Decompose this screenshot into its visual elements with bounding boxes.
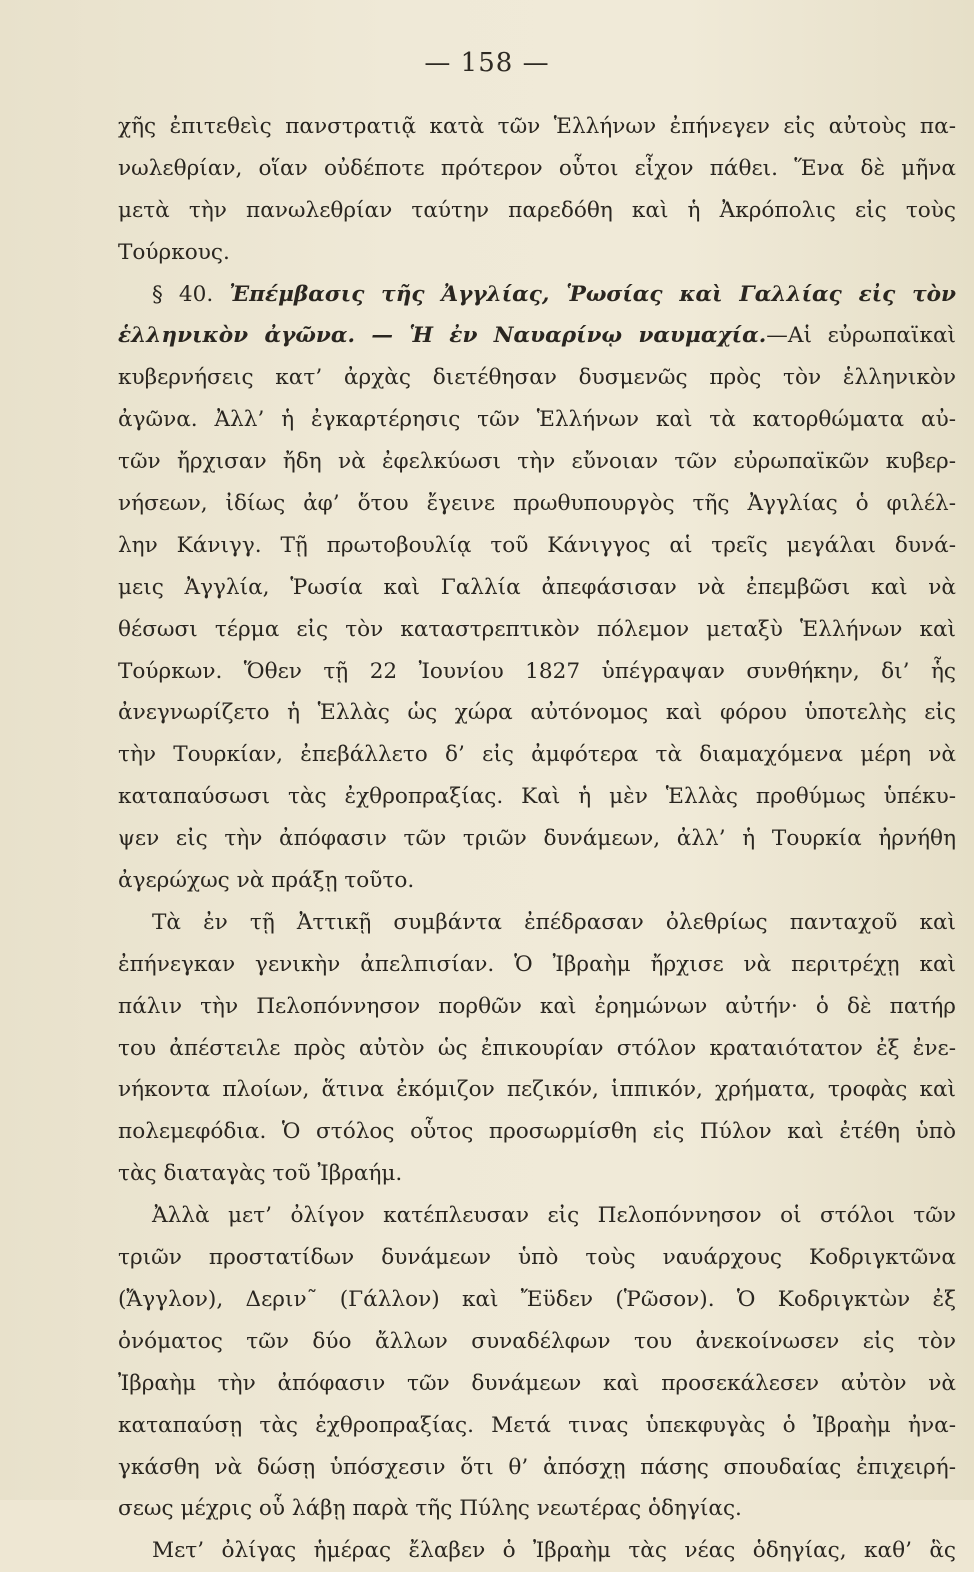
text-line: πάλιν τὴν Πελοπόννησον πορθῶν καὶ ἐρημώνων αὐτήν· ὁ δὲ πατήρ [118, 993, 956, 1019]
text-line: γκάσθη νὰ δώσῃ ὑπόσχεσιν ὅτι θ’ ἀπόσχῃ πάσης σπουδαίας ἐπιχειρή- [118, 1454, 956, 1480]
text-line: πολεμεφόδια. Ὁ στόλος οὗτος προσωρμίσθη εἰς Πύλον καὶ ἐτέθη ὑπὸ [118, 1119, 956, 1145]
text-line: Ἰβραὴμ τὴν ἀπόφασιν τῶν δυνάμεων καὶ προσεκάλεσεν αὐτὸν νὰ [118, 1370, 956, 1396]
text-line: Τούρκους. [118, 239, 230, 265]
line-text: —Αἱ εὐρωπαϊκαὶ [766, 323, 957, 349]
text-line: νήκοντα πλοίων, ἅτινα ἐκόμιζον πεζικόν, ἱππικόν, χρήματα, τροφὰς καὶ [118, 1077, 956, 1103]
page-number: — 158 — [424, 48, 550, 78]
body-text [118, 106, 956, 1572]
text-line: Τὰ ἐν τῇ Ἀττικῇ συμβάντα ἐπέδρασαν ὀλεθρίως πανταχοῦ καὶ [152, 909, 956, 935]
text-line: (Ἄγγλον), Δεριν῀ (Γάλλον) καὶ Ἔϋδεν (Ῥῶσον). Ὁ Κοδριγκτὼν ἐξ [118, 1286, 956, 1312]
text-line: τὰς διαταγὰς τοῦ Ἰβραήμ. [118, 1161, 403, 1187]
text-line: Ἀλλὰ μετ’ ὀλίγον κατέπλευσαν εἰς Πελοπόννησον οἱ στόλοι τῶν [152, 1203, 956, 1229]
text-line: ἀνεγνωρίζετο ἡ Ἑλλὰς ὡς χώρα αὐτόνομος καὶ φόρου ὑποτελὴς εἰς [118, 700, 956, 726]
text-line: ἀγῶνα. Ἀλλ’ ἡ ἐγκαρτέρησις τῶν Ἑλλήνων καὶ τὰ κατορθώματα αὐ- [118, 407, 956, 433]
text-line: σεως μέχρις οὗ λάβῃ παρὰ τῆς Πύλης νεωτέρας ὁδηγίας. [118, 1496, 742, 1522]
text-line: λην Κάνιγγ. Τῇ πρωτοβουλίᾳ τοῦ Κάνιγγος αἱ τρεῖς μεγάλαι δυνά- [118, 532, 956, 558]
line-text: § 40. [152, 281, 230, 307]
text-line: μεις Ἀγγλία, Ῥωσία καὶ Γαλλία ἀπεφάσισαν νὰ ἐπεμβῶσι καὶ νὰ [118, 574, 956, 600]
text-line: τὴν Τουρκίαν, ἐπεβάλλετο δ’ εἰς ἀμφότερα τὰ διαμαχόμενα μέρη νὰ [118, 742, 956, 768]
text-line: ἀγερώχως νὰ πράξῃ τοῦτο. [118, 868, 415, 894]
text-line: του ἀπέστειλε πρὸς αὐτὸν ὡς ἐπικουρίαν στόλον κραταιότατον ἐξ ἐνε- [118, 1035, 956, 1061]
text-line: τριῶν προστατίδων δυνάμεων ὑπὸ τοὺς ναυάρχους Κοδριγκτῶνα [118, 1245, 956, 1271]
text-line: θέσωσι τέρμα εἰς τὸν καταστρεπτικὸν πόλεμον μεταξὺ Ἑλλήνων καὶ [118, 616, 956, 642]
text-line: ψεν εἰς τὴν ἀπόφασιν τῶν τριῶν δυνάμεων, ἀλλ’ ἡ Τουρκία ἠρνήθη [118, 826, 956, 852]
section-heading: Ἐπέμβασις τῆς Ἀγγλίας, Ῥωσίας καὶ Γαλλίας εἰς τὸν [229, 281, 956, 307]
text-line: καταπαύσῃ τὰς ἐχθροπραξίας. Μετά τινας ὑπεκφυγὰς ὁ Ἰβραὴμ ἠνα- [118, 1412, 956, 1438]
text-line [118, 315, 956, 357]
section-heading: ἑλληνικὸν ἀγῶνα. — Ἡ ἐν Ναυαρίνῳ ναυμαχία. [118, 323, 767, 349]
text-line: ἐπήνεγκαν γενικὴν ἀπελπισίαν. Ὁ Ἰβραὴμ ἤρχισε νὰ περιτρέχῃ καὶ [118, 951, 956, 977]
text-line: Τούρκων. Ὅθεν τῇ 22 Ἰουνίου 1827 ὑπέγραψαν συνθήκην, δι’ ἧς [118, 658, 956, 684]
text-line: νήσεων, ἰδίως ἀφ’ ὅτου ἔγεινε πρωθυπουργὸς τῆς Ἀγγλίας ὁ φιλέλ- [118, 491, 956, 517]
text-line: Μετ’ ὀλίγας ἡμέρας ἔλαβεν ὁ Ἰβραὴμ τὰς νέας ὁδηγίας, καθ’ ἃς [152, 1538, 956, 1564]
text-line: ὀνόματος τῶν δύο ἄλλων συναδέλφων του ἀνεκοίνωσεν εἰς τὸν [118, 1328, 956, 1354]
text-line: νωλεθρίαν, οἵαν οὐδέποτε πρότερον οὗτοι εἶχον πάθει. Ἕνα δὲ μῆνα [118, 155, 956, 181]
text-line: καταπαύσωσι τὰς ἐχθροπραξίας. Καὶ ἡ μὲν Ἑλλὰς προθύμως ὑπέκυ- [118, 784, 956, 810]
text-line [118, 274, 956, 316]
text-line: τῶν ἤρχισαν ἤδη νὰ ἐφελκύωσι τὴν εὔνοιαν τῶν εὐρωπαϊκῶν κυβερ- [118, 449, 956, 475]
text-line: μετὰ τὴν πανωλεθρίαν ταύτην παρεδόθη καὶ ἡ Ἀκρόπολις εἰς τοὺς [118, 197, 956, 223]
text-line: κυβερνήσεις κατ’ ἀρχὰς διετέθησαν δυσμενῶς πρὸς τὸν ἑλληνικὸν [118, 365, 956, 391]
text-line: χῆς ἐπιτεθεὶς πανστρατιᾷ κατὰ τῶν Ἑλλήνων ἐπήνεγεν εἰς αὐτοὺς πα- [118, 114, 956, 139]
